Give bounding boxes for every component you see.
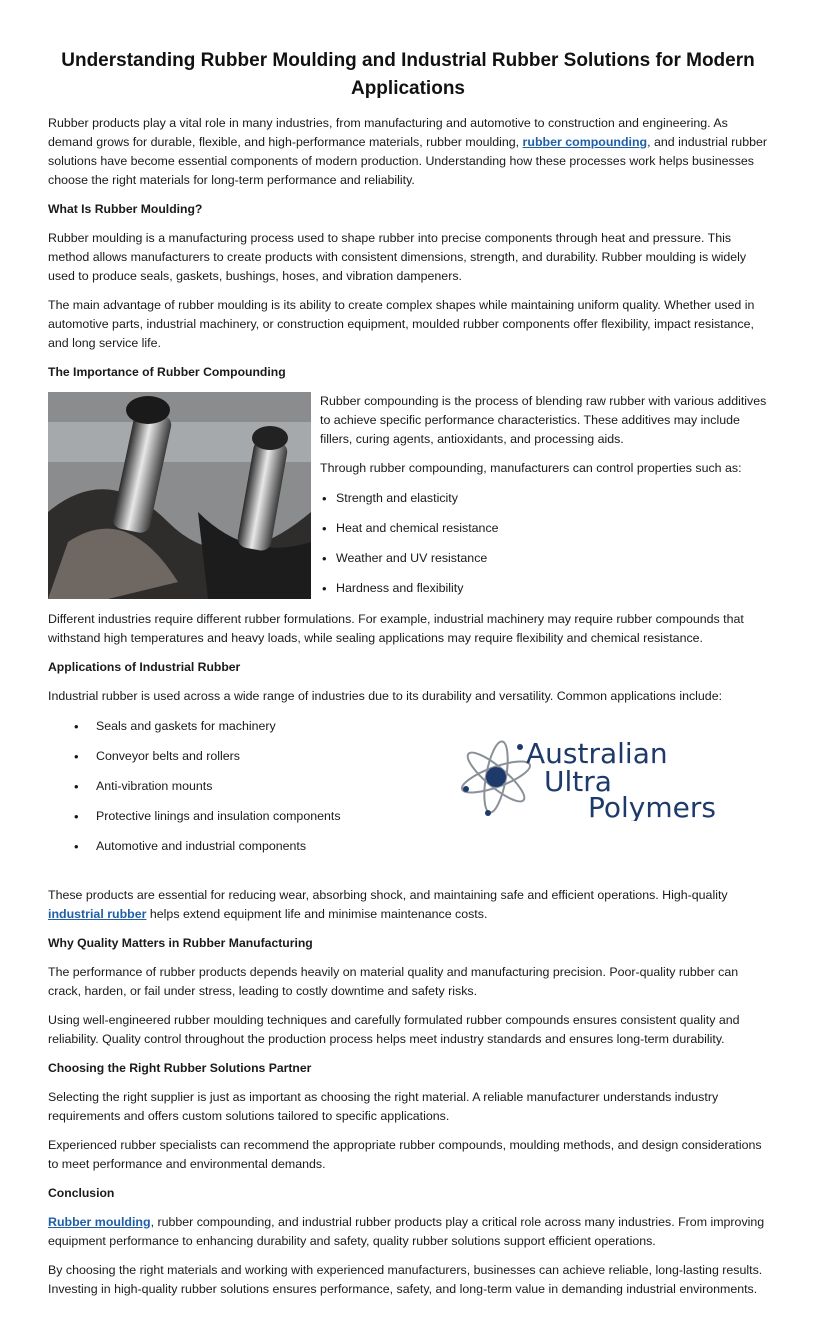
compounding-paragraph-3: Different industries require different rubber formulations. For example, industrial machinery may require rubber compounds that withstand high temperatures and heavy loads, while sealing applications may require flexibility and chemical resistance. xyxy=(48,612,744,645)
industrial-rubber-link[interactable]: industrial rubber xyxy=(48,907,147,921)
partner-paragraph-1: Selecting the right supplier is just as important as choosing the right material. A reliable manufacturer understands industry requirements and offers custom solutions tailored to specific applications. xyxy=(48,1090,719,1123)
partner-paragraph-2: Experienced rubber specialists can recommend the appropriate rubber compounds, moulding methods, and design considerations to meet performance and environmental demands. xyxy=(48,1138,762,1171)
section-heading-conclusion: Conclusion xyxy=(48,1186,115,1200)
moulding-paragraph-2: The main advantage of rubber moulding is its ability to create complex shapes while maintaining uniform quality. Whether used in automotive parts, industrial machinery, or construction equipment, moulded rubber components offer flexibility, impact resistance, and long service life. xyxy=(48,298,755,350)
rubber-moulding-link[interactable]: Rubber moulding xyxy=(48,1215,151,1229)
compounding-text-column xyxy=(320,392,768,598)
intro-text-end: , and industrial rubber solutions have become essential components of modern production. Understanding how these processes work helps businesses choose the right materials for long-term performance and reliability. xyxy=(48,135,767,187)
compounding-block xyxy=(48,392,768,600)
conclusion-paragraph-1 xyxy=(48,1213,768,1251)
list-item: • Automotive and industrial components xyxy=(48,837,768,856)
list-item: • Anti-vibration mounts xyxy=(48,777,768,796)
section-heading-applications: Applications of Industrial Rubber xyxy=(48,660,241,674)
logo-line-3: Polymers xyxy=(588,791,716,821)
list-item: • Strength and elasticity xyxy=(320,489,768,508)
conclusion-text: , rubber compounding, and industrial rubber products play a critical role across many industries. From improving equipment performance to enhancing durability and safety, quality rubber solutions support efficient operations. xyxy=(48,1215,765,1248)
applications-block xyxy=(48,717,768,877)
applications-text-start: These products are essential for reducing wear, absorbing shock, and maintaining safe and efficient operations. High-quality xyxy=(48,888,728,902)
properties-list xyxy=(320,489,768,598)
logo-line-2: Ultra xyxy=(544,765,612,798)
list-item: • Protective linings and insulation components xyxy=(48,807,768,826)
section-heading-partner: Choosing the Right Rubber Solutions Partner xyxy=(48,1061,312,1075)
list-item: • Conveyor belts and rollers xyxy=(48,747,768,766)
conclusion-paragraph-2: By choosing the right materials and working with experienced manufacturers, businesses can achieve reliable, long-lasting results. Investing in high-quality rubber solutions ensures performance, safety, and long-term value in demanding industrial environments. xyxy=(48,1263,763,1296)
logo-line-1: Australian xyxy=(526,737,668,770)
applications-text-end: helps extend equipment life and minimise maintenance costs. xyxy=(146,907,488,921)
intro-text-start: Rubber products play a vital role in many industries, from manufacturing and automotive to construction and engineering. As demand grows for durable, flexible, and high-performance materials, rubber moulding, xyxy=(48,116,728,149)
compounding-paragraph-2: Through rubber compounding, manufacturers can control properties such as: xyxy=(320,461,742,475)
page-title: Understanding Rubber Moulding and Industrial Rubber Solutions for Modern Applications xyxy=(61,50,755,99)
section-heading-quality: Why Quality Matters in Rubber Manufacturing xyxy=(48,936,313,950)
rubber-compounding-link[interactable]: rubber compounding xyxy=(522,135,648,149)
list-item: • Hardness and flexibility xyxy=(320,579,768,598)
compounding-paragraph-1: Rubber compounding is the process of blending raw rubber with various additives to achieve specific performance characteristics. These additives may include fillers, curing agents, antioxidants, and processing aids. xyxy=(320,394,767,446)
list-item: • Weather and UV resistance xyxy=(320,549,768,568)
quality-paragraph-2: Using well-engineered rubber moulding techniques and carefully formulated rubber compounds ensures consistent quality and reliability. Quality control throughout the production process helps meet industry standards and ensures long-term durability. xyxy=(48,1013,740,1046)
quality-paragraph-1: The performance of rubber products depends heavily on material quality and manufacturing precision. Poor-quality rubber can crack, harden, or fail under stress, leading to costly downtime and safety risks. xyxy=(48,965,739,998)
applications-paragraph-1: Industrial rubber is used across a wide range of industries due to its durability and versatility. Common applications include: xyxy=(48,689,723,703)
intro-paragraph xyxy=(48,114,768,190)
list-item: • Heat and chemical resistance xyxy=(320,519,768,538)
moulding-paragraph-1: Rubber moulding is a manufacturing process used to shape rubber into precise components through heat and pressure. This method allows manufacturers to create products with consistent dimensions, strength, and durability. Rubber moulding is widely used to produce seals, gaskets, bushings, hoses, and vibration dampeners. xyxy=(48,231,747,283)
company-logo xyxy=(458,731,728,821)
list-item: • Seals and gaskets for machinery xyxy=(48,717,768,736)
applications-paragraph-2 xyxy=(48,886,768,924)
rubber-moulding-photo xyxy=(48,392,311,599)
section-heading-moulding: What Is Rubber Moulding? xyxy=(48,202,203,216)
section-heading-compounding: The Importance of Rubber Compounding xyxy=(48,365,286,379)
